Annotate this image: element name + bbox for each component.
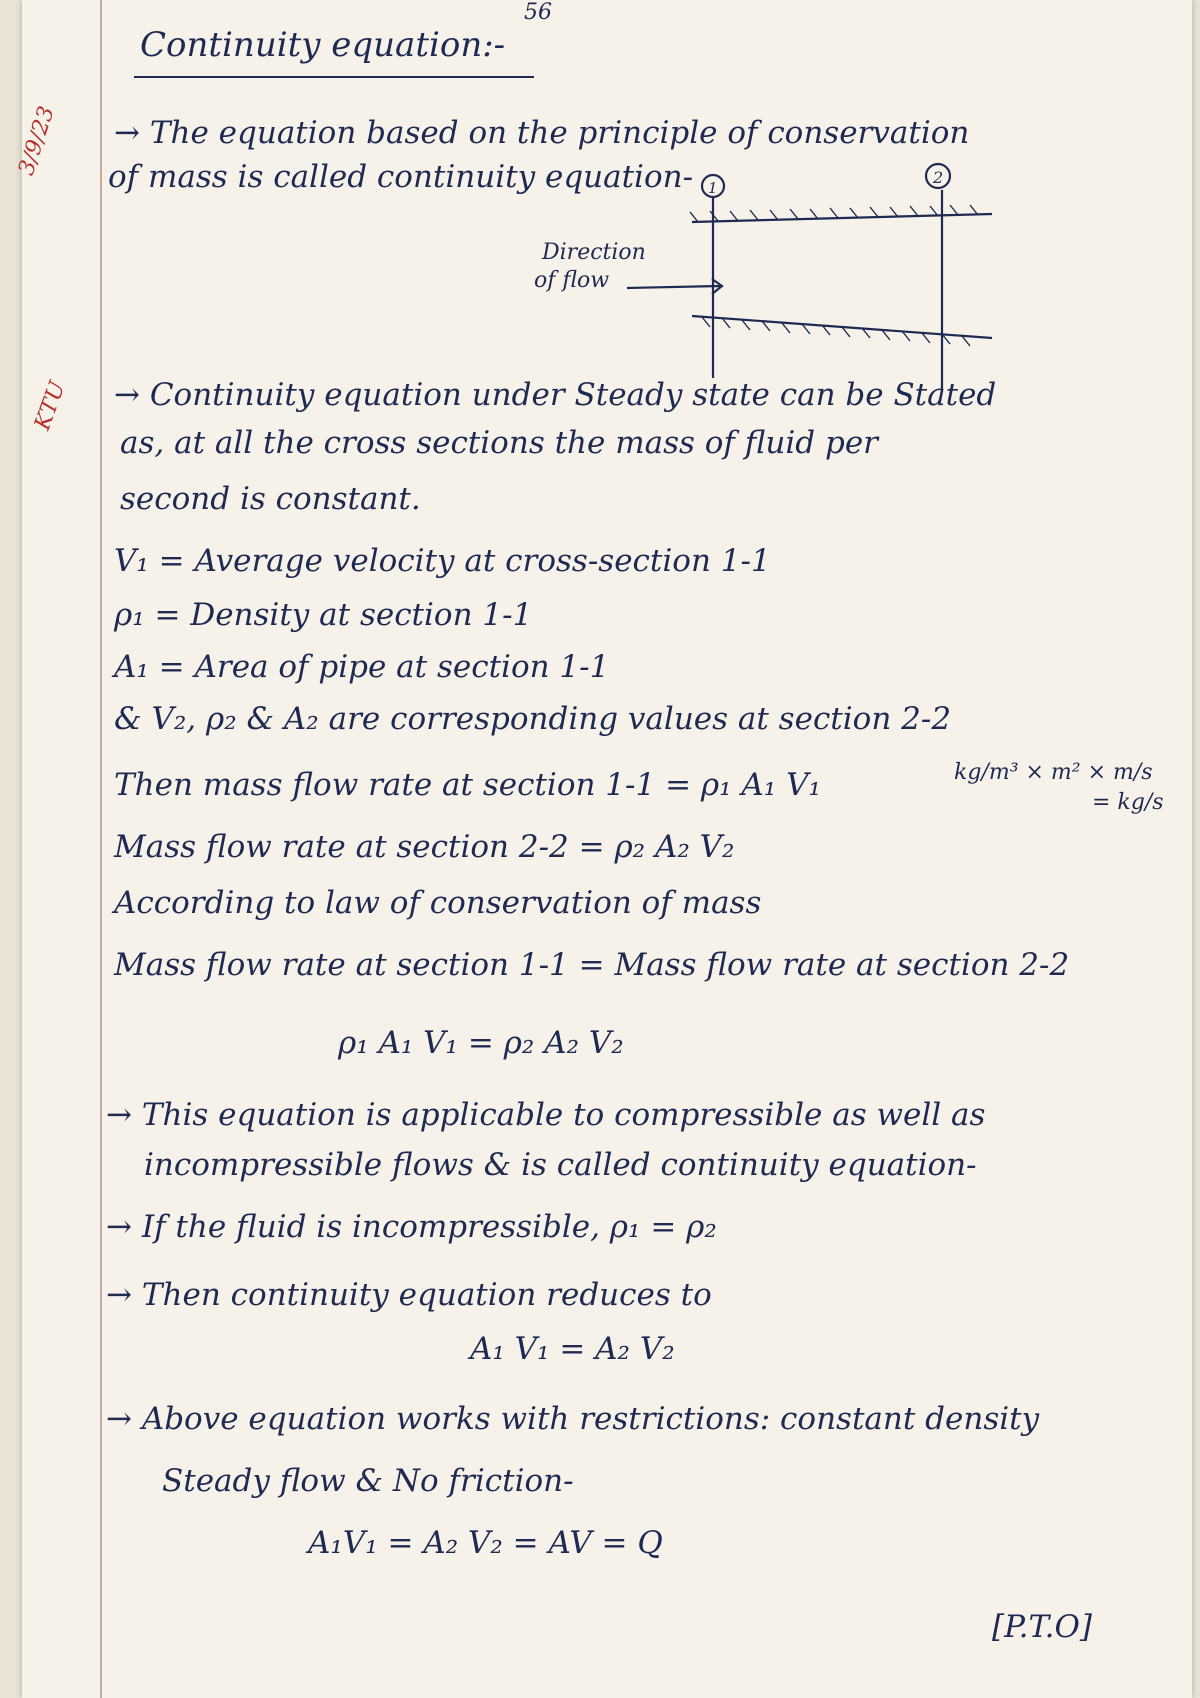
text-line-15: → This equation is applicable to compressible as well as — [106, 1097, 986, 1133]
text-line-8: A₁ = Area of pipe at section 1-1 — [114, 649, 610, 685]
text-line-16: incompressible flows & is called continuity equation- — [144, 1147, 977, 1183]
text-line-11: Mass flow rate at section 2-2 = ρ₂ A₂ V₂ — [114, 829, 735, 865]
text-line-1: → The equation based on the principle of conservation — [114, 115, 970, 151]
text-line-2: of mass is called continuity equation- — [108, 159, 694, 195]
text-line-21: Steady flow & No friction- — [162, 1463, 574, 1499]
flow-arrow — [627, 279, 722, 294]
text-line-13: Mass flow rate at section 1-1 = Mass flow rate at section 2-2 — [114, 947, 1070, 983]
ktu-tag: KTU — [30, 378, 71, 434]
marker-2-label: 2 — [933, 168, 944, 187]
text-line-14: ρ₁ A₁ V₁ = ρ₂ A₂ V₂ — [338, 1025, 624, 1061]
page-title: Continuity equation:- — [140, 25, 506, 65]
text-line-20: → Above equation works with restrictions: constant density — [106, 1401, 1040, 1437]
diagram-direction-label: Direction — [542, 240, 646, 265]
notebook-page — [14, 0, 1192, 1698]
text-line-9: & V₂, ρ₂ & A₂ are corresponding values at section 2-2 — [114, 701, 952, 737]
text-line-6: V₁ = Average velocity at cross-section 1-1 — [114, 543, 771, 579]
date-note: 3/9/23 — [14, 103, 60, 179]
unit-note-result: = kg/s — [1092, 790, 1164, 815]
text-line-18: → Then continuity equation reduces to — [106, 1277, 712, 1313]
text-line-17: → If the fluid is incompressible, ρ₁ = ρ₂ — [106, 1209, 717, 1245]
text-line-3: → Continuity equation under Steady state can be Stated — [114, 377, 997, 413]
pto-marker: [P.T.O] — [992, 1609, 1093, 1645]
text-line-12: According to law of conservation of mass — [114, 885, 762, 921]
text-line-10: Then mass flow rate at section 1-1 = ρ₁ A₁ V₁ — [114, 767, 821, 803]
text-line-19: A₁ V₁ = A₂ V₂ — [470, 1331, 675, 1367]
text-line-5: second is constant. — [120, 481, 421, 517]
text-line-4: as, at all the cross sections the mass of fluid per — [120, 425, 879, 461]
text-line-22: A₁V₁ = A₂ V₂ = AV = Q — [308, 1525, 663, 1561]
marker-1-label: 1 — [708, 179, 718, 197]
page-number: 56 — [524, 0, 552, 25]
text-line-7: ρ₁ = Density at section 1-1 — [114, 597, 533, 633]
unit-note-numerator: kg/m³ × m² × m/s — [954, 760, 1153, 785]
diagram-flow-label: of flow — [534, 268, 610, 293]
